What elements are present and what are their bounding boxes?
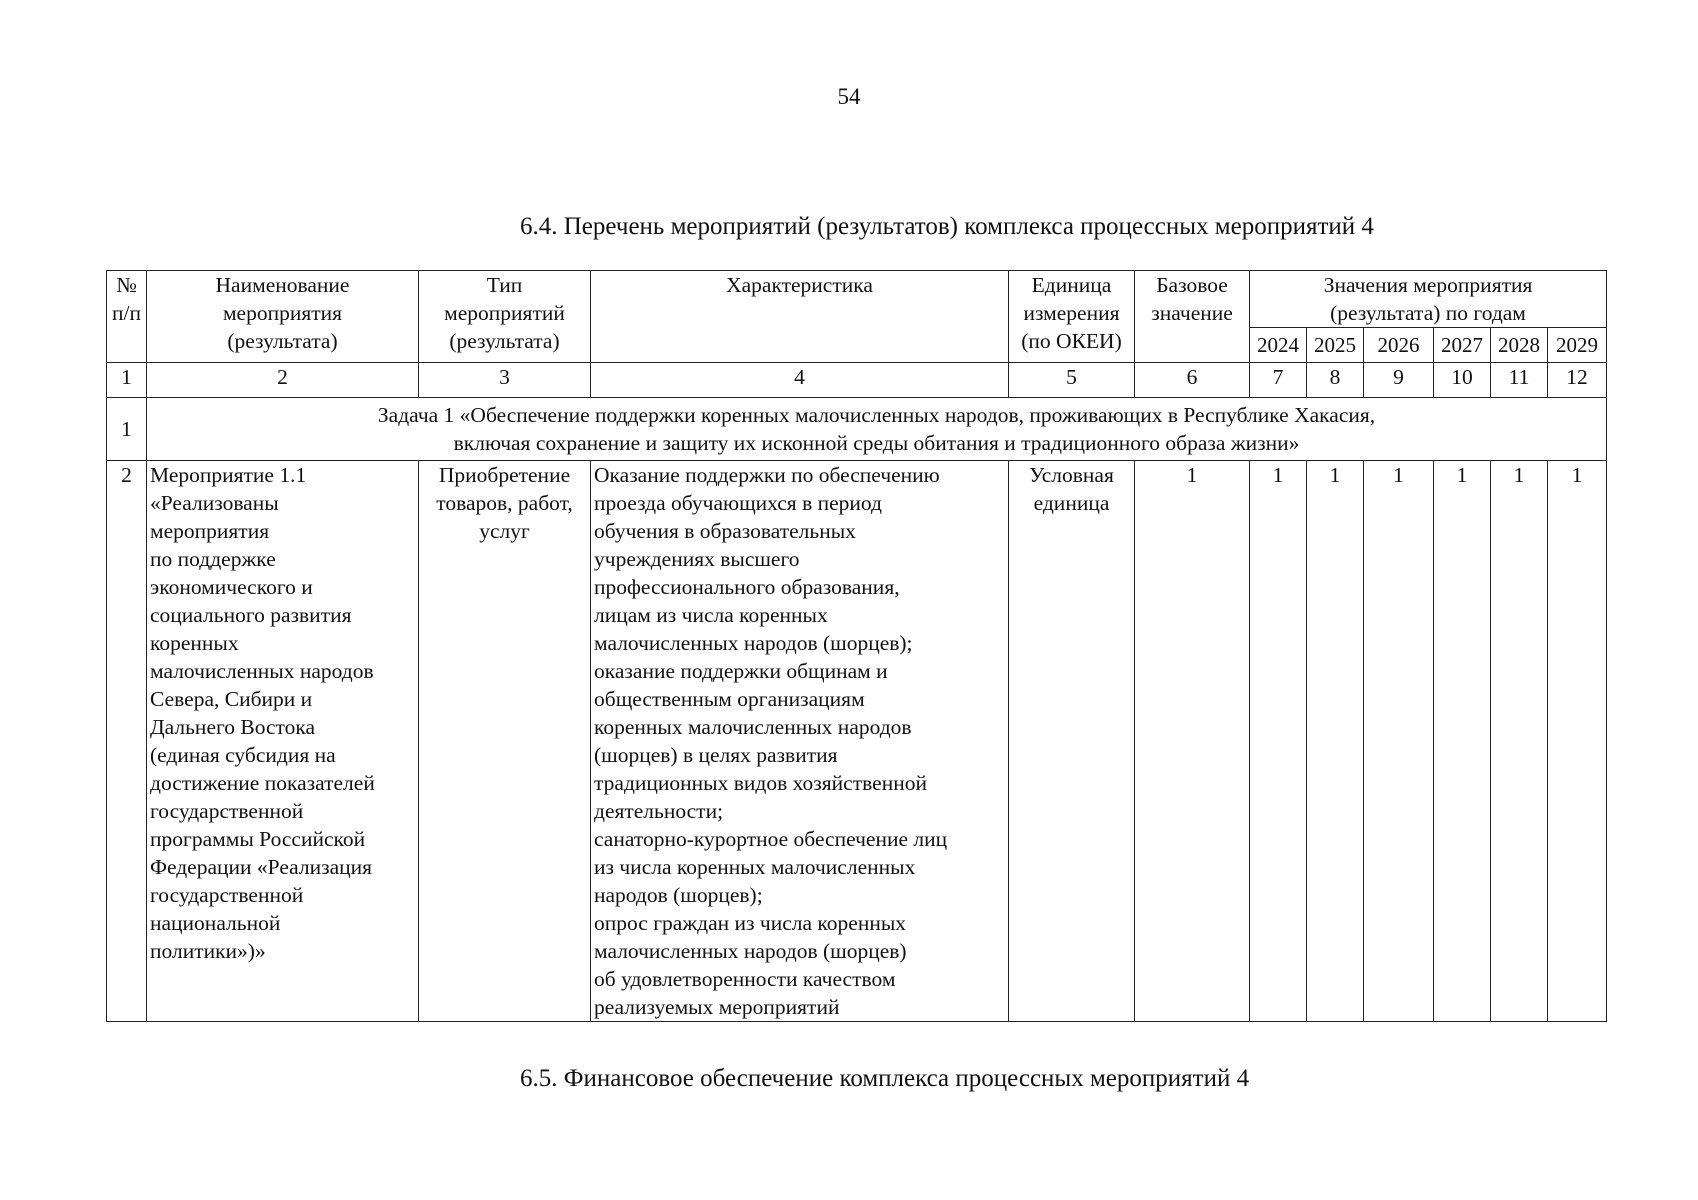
row-year-value: 1 [1307,461,1364,1022]
header-values-group: Значения мероприятия (результата) по годам [1250,271,1607,328]
header-year: 2026 [1364,328,1434,363]
row-year-value: 1 [1548,461,1607,1022]
row-type: Приобретение товаров, работ, услуг [419,461,591,1022]
row-year-value: 1 [1434,461,1491,1022]
header-num: № п/п [107,271,147,363]
row-year-value: 1 [1364,461,1434,1022]
row-name: Мероприятие 1.1 «Реализованы мероприятия по поддержке экономического и социального развития коренных малочисленных народов Севера, Сибири и Дальнего Востока (единая субсидия на достижение показателей государственной программы Российской Федерации «Реализация государственной национальной политики»)» [147,461,419,1022]
row-num: 2 [107,461,147,1022]
row-characteristic: Оказание поддержки по обеспечению проезда обучающихся в период обучения в образовательных учреждениях высшего профессионального образования, лицам из числа коренных малочисленных народов (шорцев); оказание поддержки общинам и общественным организациям коренных малочисленных народов (шорцев) в целях развития традиционных видов хозяйственной деятельности; санаторно-курортное обеспечение лиц из числа коренных малочисленных народов (шорцев); опрос граждан из числа коренных малочисленных народов (шорцев) об удовлетворенности качеством реализуемых мероприятий [591,461,1009,1022]
task-row [107,398,1607,461]
section-6-5-title: 6.5. Финансовое обеспечение комплекса процессных мероприятий 4 [520,1065,1250,1092]
header-name: Наименование мероприятия (результата) [147,271,419,363]
header-characteristic: Характеристика [591,271,1009,363]
header-year: 2024 [1250,328,1307,363]
table-row [107,461,1607,1022]
column-number: 12 [1548,363,1607,398]
header-unit: Единица измерения (по ОКЕИ) [1009,271,1135,363]
column-number: 10 [1434,363,1491,398]
header-year: 2029 [1548,328,1607,363]
page-number: 54 [837,84,861,109]
task-row-text: Задача 1 «Обеспечение поддержки коренных малочисленных народов, проживающих в Республике Хакасия, включая сохранение и защиту их исконной среды обитания и традиционного образа жизни» [147,398,1607,461]
row-unit: Условная единица [1009,461,1135,1022]
header-year: 2028 [1491,328,1548,363]
row-year-value: 1 [1250,461,1307,1022]
column-number: 1 [107,363,147,398]
header-type: Тип мероприятий (результата) [419,271,591,363]
measures-table [106,270,1607,1022]
column-number: 9 [1364,363,1434,398]
column-number: 2 [147,363,419,398]
header-year: 2025 [1307,328,1364,363]
header-year: 2027 [1434,328,1491,363]
column-number-row [107,363,1607,398]
column-number: 4 [591,363,1009,398]
column-number: 6 [1135,363,1250,398]
column-number: 5 [1009,363,1135,398]
row-base-value: 1 [1135,461,1250,1022]
header-base: Базовое значение [1135,271,1250,363]
column-number: 11 [1491,363,1548,398]
row-year-value: 1 [1491,461,1548,1022]
task-row-num: 1 [107,398,147,461]
column-number: 7 [1250,363,1307,398]
table-header-row [107,271,1607,328]
column-number: 3 [419,363,591,398]
section-6-4-title: 6.4. Перечень мероприятий (результатов) комплекса процессных мероприятий 4 [520,213,1374,240]
column-number: 8 [1307,363,1364,398]
